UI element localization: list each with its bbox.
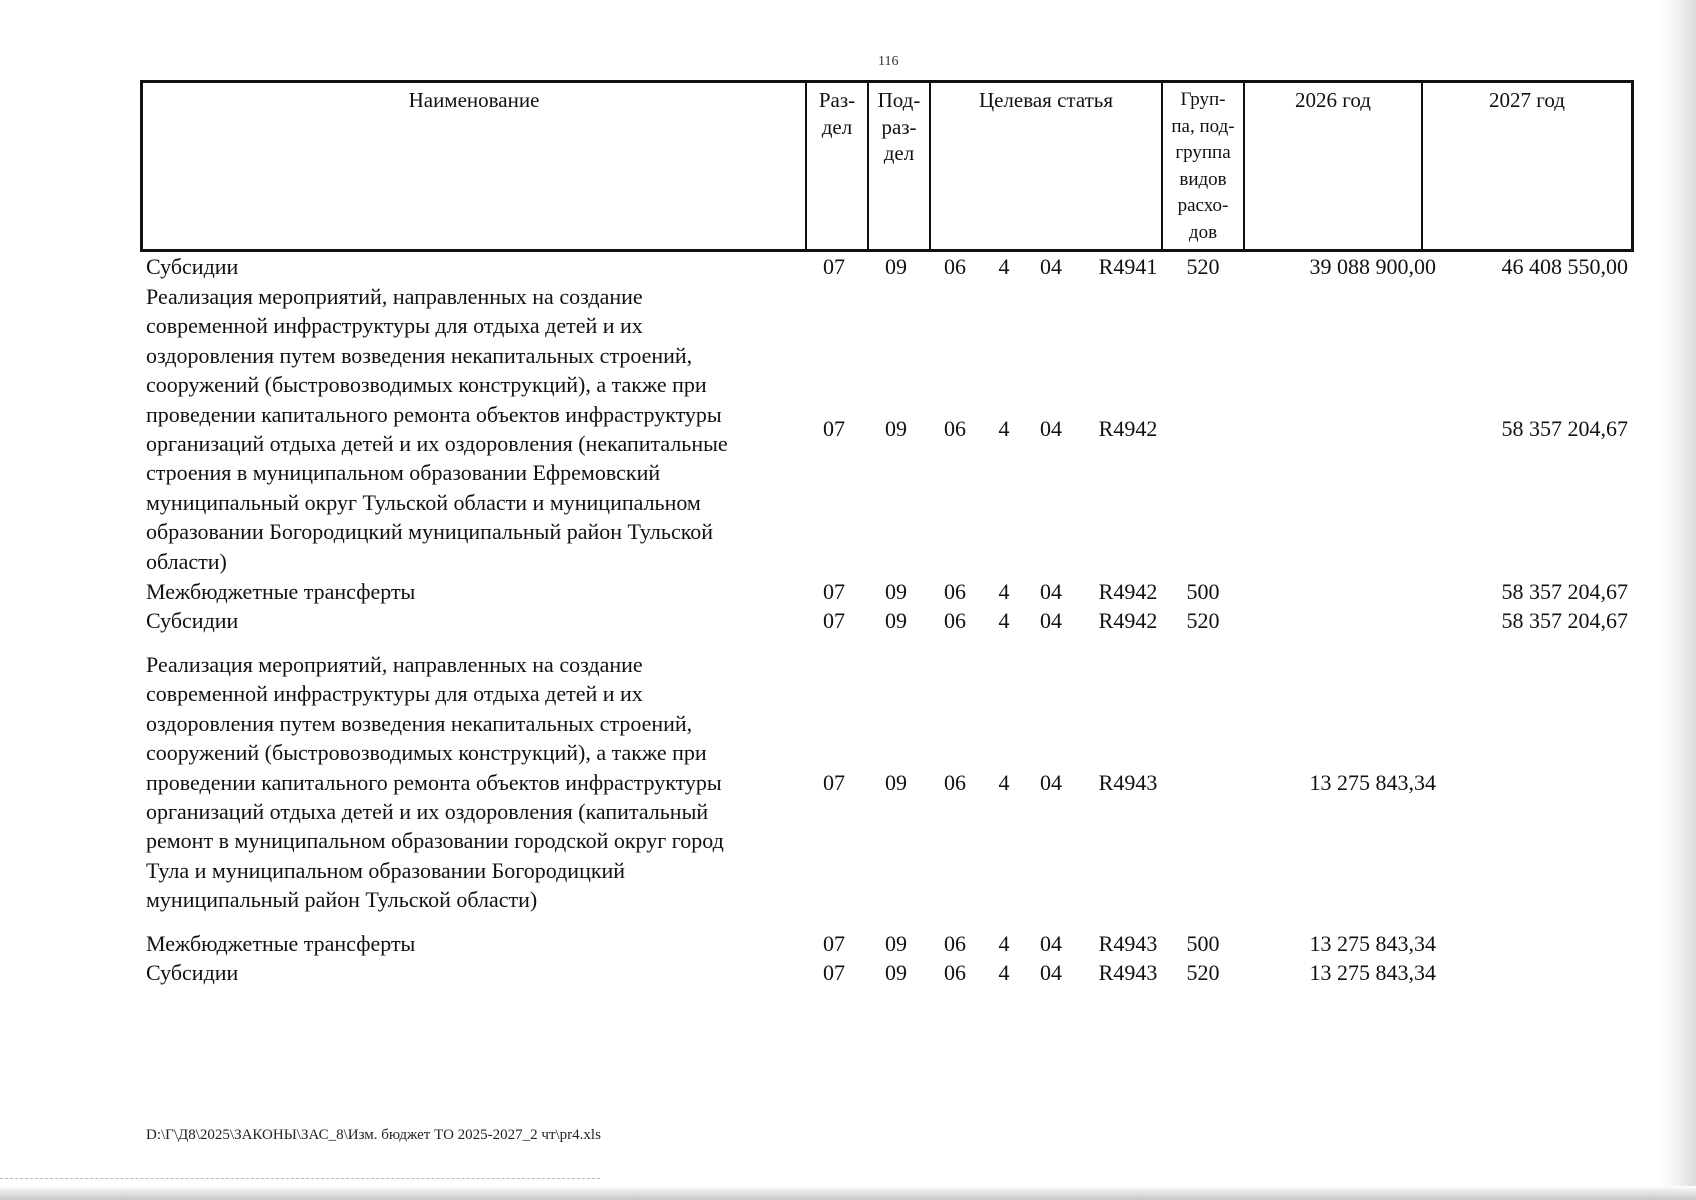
- row-target-code: R4943: [1098, 960, 1158, 985]
- row-podrazdel: 09: [885, 416, 907, 441]
- row-target-type: 4: [998, 931, 1010, 956]
- row-target-subprogram: 04: [1040, 579, 1062, 604]
- row-amount-2026: 13 275 843,34: [1309, 931, 1436, 956]
- row-podrazdel: 09: [885, 770, 907, 795]
- row-razdel: 07: [823, 254, 845, 279]
- row-amount-2026: 13 275 843,34: [1309, 960, 1436, 985]
- page-number: 116: [878, 54, 899, 69]
- footer-file-path: D:\Г\Д8\2025\ЗАКОНЫ\ЗАС_8\Изм. бюджет ТО 2025-2027_2 чт\pr4.xls: [146, 1127, 601, 1143]
- row-expense-group: 500: [1186, 579, 1220, 604]
- row-name: Межбюджетные трансферты: [146, 579, 416, 604]
- row-target-type: 4: [998, 770, 1010, 795]
- row-podrazdel: 09: [885, 608, 907, 633]
- row-amount-2027: 58 357 204,67: [1501, 579, 1628, 604]
- row-target-code: R4942: [1098, 608, 1158, 633]
- row-target-code: R4942: [1098, 579, 1158, 604]
- row-target-subprogram: 04: [1040, 416, 1062, 441]
- header-podrazdel: Под- раз- дел: [877, 88, 921, 165]
- row-target-program: 06: [944, 770, 966, 795]
- row-expense-group: 520: [1186, 960, 1220, 985]
- header-razdel: Раз- дел: [818, 88, 856, 139]
- row-target-type: 4: [998, 254, 1010, 279]
- row-target-subprogram: 04: [1040, 931, 1062, 956]
- row-name: Межбюджетные трансферты: [146, 931, 416, 956]
- row-name: Субсидии: [146, 960, 239, 985]
- row-target-code: R4943: [1098, 770, 1158, 795]
- row-amount-2026: 13 275 843,34: [1309, 770, 1436, 795]
- row-expense-group: 520: [1186, 608, 1220, 633]
- row-target-subprogram: 04: [1040, 608, 1062, 633]
- header-target-article: Целевая статья: [978, 88, 1114, 112]
- row-name: Субсидии: [146, 608, 239, 633]
- row-name: Субсидии: [146, 254, 239, 279]
- row-razdel: 07: [823, 960, 845, 985]
- row-target-type: 4: [998, 416, 1010, 441]
- header-expense-group: Груп- па, под- группа видов расхо- дов: [1171, 89, 1235, 243]
- row-razdel: 07: [823, 770, 845, 795]
- row-target-program: 06: [944, 254, 966, 279]
- row-target-type: 4: [998, 608, 1010, 633]
- row-podrazdel: 09: [885, 960, 907, 985]
- row-podrazdel: 09: [885, 931, 907, 956]
- row-target-subprogram: 04: [1040, 960, 1062, 985]
- table-header: [140, 80, 1634, 252]
- row-name: Реализация мероприятий, направленных на создание современной инфраструктуры для отдыха детей и их оздоровления путем возведения некапитальных строений, сооружений (быстровозводимых конструкций), а также при проведении капитального ремонта объектов инфраструктуры организаций отдыха детей и их оздоровления (капитальный ремонт в муниципальном образовании городской округ город Тула и муниципальном образовании Богородицкий муниципальный район Тульской области): [146, 652, 724, 913]
- scan-edge-right: [1660, 0, 1696, 1200]
- row-amount-2026: 39 088 900,00: [1309, 254, 1436, 279]
- row-razdel: 07: [823, 608, 845, 633]
- row-target-code: R4942: [1098, 416, 1158, 441]
- header-year-2026: 2026 год: [1295, 88, 1371, 112]
- scan-edge-bottom: [0, 1186, 1696, 1200]
- row-target-code: R4943: [1098, 931, 1158, 956]
- row-target-subprogram: 04: [1040, 770, 1062, 795]
- row-target-code: R4941: [1098, 254, 1158, 279]
- row-podrazdel: 09: [885, 254, 907, 279]
- row-amount-2027: 58 357 204,67: [1501, 608, 1628, 633]
- row-razdel: 07: [823, 931, 845, 956]
- row-target-program: 06: [944, 960, 966, 985]
- row-amount-2027: 46 408 550,00: [1501, 254, 1628, 279]
- row-target-subprogram: 04: [1040, 254, 1062, 279]
- row-target-type: 4: [998, 960, 1010, 985]
- row-razdel: 07: [823, 416, 845, 441]
- row-target-program: 06: [944, 931, 966, 956]
- header-year-2027: 2027 год: [1489, 88, 1565, 112]
- row-expense-group: 520: [1186, 254, 1220, 279]
- row-target-type: 4: [998, 579, 1010, 604]
- scan-artifact-dashes: [0, 1178, 600, 1179]
- row-target-program: 06: [944, 608, 966, 633]
- row-razdel: 07: [823, 579, 845, 604]
- row-podrazdel: 09: [885, 579, 907, 604]
- row-name: Реализация мероприятий, направленных на создание современной инфраструктуры для отдыха детей и их оздоровления путем возведения некапитальных строений, сооружений (быстровозводимых конструкций), а также при проведении капитального ремонта объектов инфраструктуры организаций отдыха детей и их оздоровления (некапитальные строения в муниципальном образовании Ефремовский муниципальный округ Тульской области и муниципальном образовании Богородицкий муниципальный район Тульской области): [146, 284, 728, 574]
- row-expense-group: 500: [1186, 931, 1220, 956]
- row-amount-2027: 58 357 204,67: [1501, 416, 1628, 441]
- row-target-program: 06: [944, 579, 966, 604]
- row-target-program: 06: [944, 416, 966, 441]
- header-name: Наименование: [408, 88, 540, 112]
